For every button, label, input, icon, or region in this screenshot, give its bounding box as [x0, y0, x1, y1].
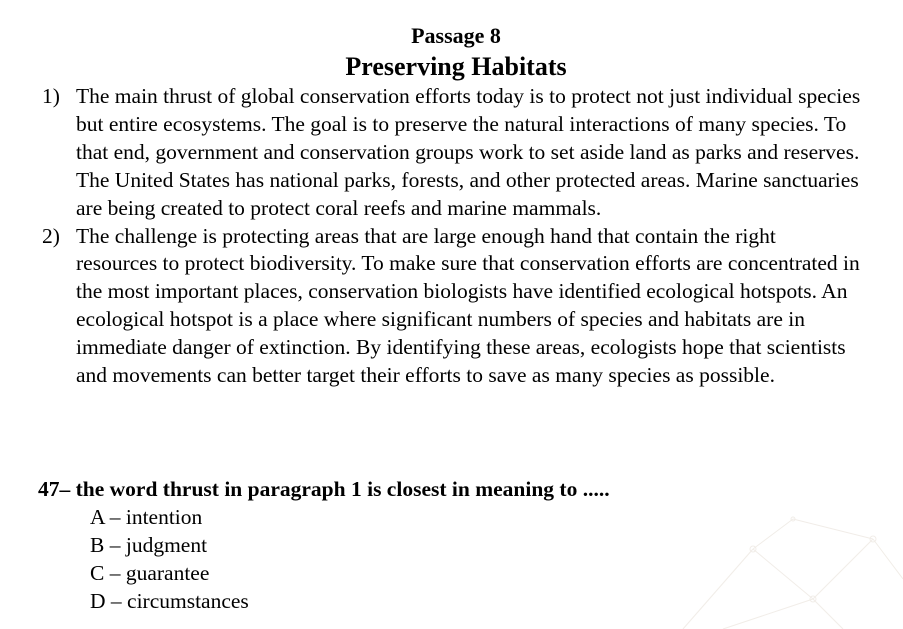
question-stem: 47– the word thrust in paragraph 1 is closest in meaning to .....: [38, 477, 610, 501]
passage-paragraphs: [42, 83, 862, 390]
option-a[interactable]: A – intention: [90, 505, 203, 529]
option-c[interactable]: C – guarantee: [90, 561, 210, 585]
answer-options: [38, 503, 878, 615]
paragraph-number: 2): [42, 223, 60, 248]
paragraph-1: [42, 83, 862, 223]
passage-number: Passage 8: [411, 23, 501, 48]
paragraph-2: [42, 223, 862, 390]
paragraph-number: 1): [42, 84, 60, 108]
option-b[interactable]: B – judgment: [90, 533, 208, 557]
paragraph-text: The challenge is protecting areas that are large enough hand that contain the right resources to protect biodiversity. To make sure that conservation efforts are concentrated in the most important places, conservation biologists have identified ecological hotspots. An ecological hotspot is a place where significant numbers of species and habitats are in immediate danger of extinction. By identifying these areas, ecologists hope that scientists and movements can better target their efforts to save as many species as possible.: [76, 223, 860, 388]
paragraph-text: The main thrust of global conservation efforts today is to protect not just individual species but entire ecosystems. The goal is to preserve the natural interactions of many species. To that end, government and conservation groups work to set aside land as parks and reserves. The United States has national parks, forests, and other protected areas. Marine sanctuaries are being created to protect coral reefs and marine mammals.: [76, 84, 861, 220]
question-47: [38, 475, 878, 615]
option-d[interactable]: D – circumstances: [90, 589, 249, 613]
passage-title: Preserving Habitats: [345, 52, 567, 81]
